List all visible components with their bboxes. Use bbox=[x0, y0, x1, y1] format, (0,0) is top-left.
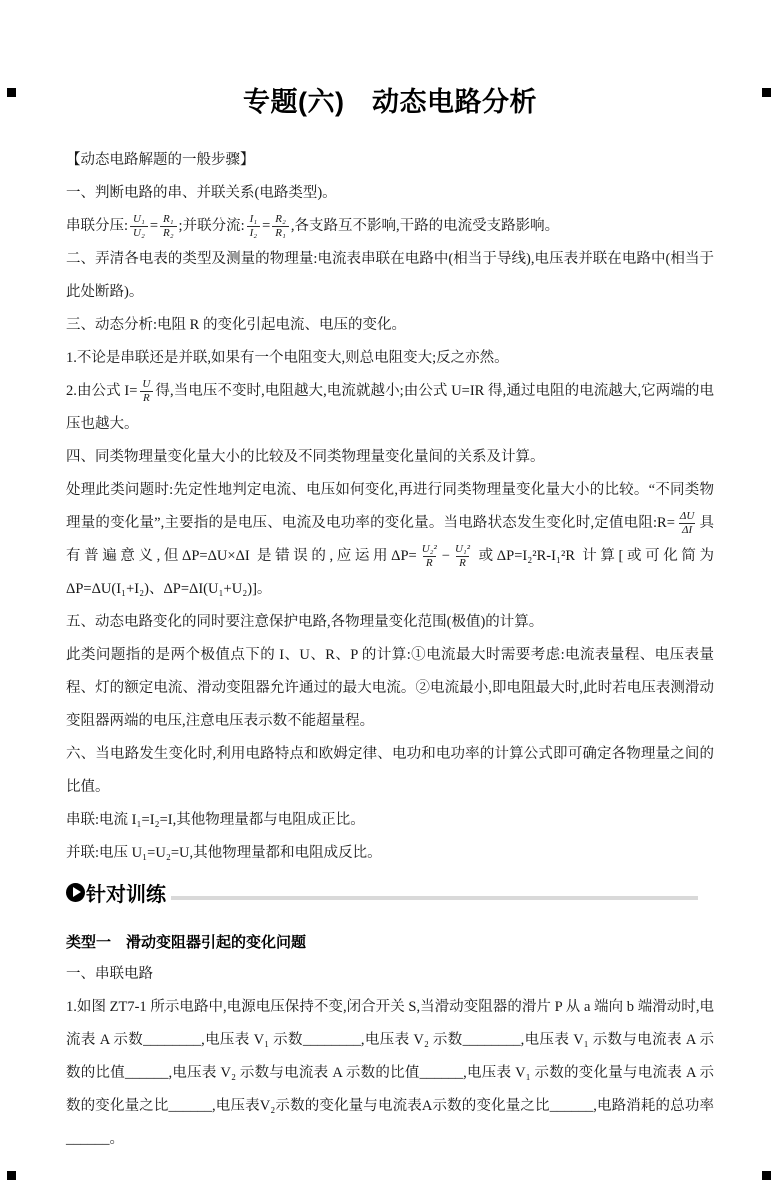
note-2-suffix: 得,当电压不变时,电阻越大,电流就越小;由公式 U=IR 得,通过电阻的电流越大,它两端的电压也越大。 bbox=[66, 383, 714, 432]
steps-header: 【动态电路解题的一般步骤】 bbox=[66, 152, 255, 168]
corner-mark-top-right bbox=[762, 88, 771, 97]
equals-sign: = bbox=[149, 218, 158, 234]
type-1-heading: 类型一 滑动变阻器引起的变化问题 bbox=[66, 934, 307, 951]
note-2-prefix: 2.由公式 I= bbox=[66, 383, 138, 399]
detail-text-3: 或ΔP=I₂²R-I₁²R 计算[或可化简为ΔP=ΔU(I₁+I₂)、ΔP=ΔI(U₁+U₂)]。 bbox=[66, 548, 714, 597]
fraction-r1-r2: $\frac{\text{R₁}}{\text{R₂}}$ bbox=[160, 213, 177, 240]
detail-text-1: 处理此类问题时:先定性地判定电流、电压如何变化,再进行同类物理量变化量大小的比较。“不同类物理量的变化量”,主要指的是电压、电流及电功率的变化量。当电路状态发生变化时,定值电阻:R= bbox=[66, 482, 714, 531]
fraction-u1-u2: $\frac{\text{U₁}}{\text{U₂}}$ bbox=[130, 213, 148, 240]
play-icon bbox=[66, 883, 85, 902]
fraction-r2-r1: $\frac{\text{R₂}}{\text{R₁}}$ bbox=[272, 213, 289, 240]
step-5: 五、动态电路变化的同时要注意保护电路,各物理量变化范围(极值)的计算。 bbox=[66, 614, 544, 630]
step-6-parallel: 并联:电压 U₁=U₂=U,其他物理量都和电阻成反比。 bbox=[66, 845, 382, 861]
fraction-u2sq-r: $\frac{\text{U₂²}}{R}$ bbox=[421, 542, 437, 570]
step-5-detail: 此类问题指的是两个极值点下的 I、U、R、P 的计算:①电流最大时需要考虑:电流表量程、电压表量程、灯的额定电流、滑动变阻器允许通过的最大电流。②电流最小,即电阻最大时,此时若电压表测滑动变阻器两端的电压,注意电压表示数不能超量程。 bbox=[66, 647, 714, 729]
step-3: 三、动态分析:电阻 R 的变化引起电流、电压的变化。 bbox=[66, 317, 406, 333]
step-4: 四、同类物理量变化量大小的比较及不同类物理量变化量间的关系及计算。 bbox=[66, 449, 545, 465]
question-1: 1.如图 ZT7-1 所示电路中,电源电压保持不变,闭合开关 S,当滑动变阻器的滑片 P 从 a 端向 b 端滑动时,电流表 A 示数________,电压表 V₁ 示数________,电压表 V₂ 示数________,电压表 V₁ 示数与电流表 A 示数的比值______,电压表 V₂ 示数与电流表 A 示数的比值______,电压表 V₁ 示数的变化量与电流表 A 示数的变化量之比______,电压表V₂示数的变化量与电流表A示数的变化量之比______,电路消耗的总功率______。 bbox=[66, 999, 714, 1147]
step-6-series: 串联:电流 I₁=I₂=I,其他物理量都与电阻成正比。 bbox=[66, 812, 365, 828]
formula-suffix: ,各支路互不影响,干路的电流受支路影响。 bbox=[290, 218, 560, 234]
step-6: 六、当电路发生变化时,利用电路特点和欧姆定律、电功和电功率的计算公式即可确定各物理量之间的比值。 bbox=[66, 746, 714, 795]
training-section-header bbox=[66, 878, 714, 906]
formula-mid: ;并联分流: bbox=[178, 218, 245, 234]
fraction-u-r: $\frac{U}{R}$ bbox=[139, 378, 153, 405]
fraction-du-di: $\frac{\Delta U}{\Delta I}$ bbox=[679, 509, 695, 537]
step-1-formula bbox=[66, 210, 714, 243]
step-3-note-1: 1.不论是串联还是并联,如果有一个电阻变大,则总电阻变大;反之亦然。 bbox=[66, 350, 509, 366]
series-circuit-subheading: 一、串联电路 bbox=[66, 966, 153, 982]
training-section-title: 针对训练 bbox=[86, 883, 166, 906]
step-1: 一、判断电路的串、并联关系(电路类型)。 bbox=[66, 185, 337, 201]
equals-sign: = bbox=[262, 218, 271, 234]
corner-mark-bottom-right bbox=[762, 1171, 771, 1180]
step-2: 二、弄清各电表的类型及测量的物理量:电流表串联在电路中(相当于导线),电压表并联在电路中(相当于此处断路)。 bbox=[66, 251, 714, 300]
corner-mark-bottom-left bbox=[7, 1171, 16, 1180]
document-page bbox=[0, 84, 780, 1187]
section-divider-line bbox=[171, 896, 698, 900]
detail-text-2: 具有普遍意义,但ΔP=ΔU×ΔI 是错误的,应运用ΔP= bbox=[66, 515, 715, 564]
fraction-i1-i2: $\frac{\text{I₁}}{\text{I₂}}$ bbox=[247, 213, 261, 240]
minus-sign: − bbox=[441, 548, 450, 564]
formula-prefix: 串联分压: bbox=[66, 218, 129, 234]
step-3-note-2 bbox=[66, 375, 714, 441]
page-content bbox=[0, 84, 780, 1156]
page-title: 专题(六) 动态电路分析 bbox=[243, 87, 537, 117]
fraction-u1sq-r: $\frac{\text{U₁²}}{R}$ bbox=[454, 542, 471, 570]
step-4-detail bbox=[66, 474, 714, 606]
corner-mark-top-left bbox=[7, 88, 16, 97]
